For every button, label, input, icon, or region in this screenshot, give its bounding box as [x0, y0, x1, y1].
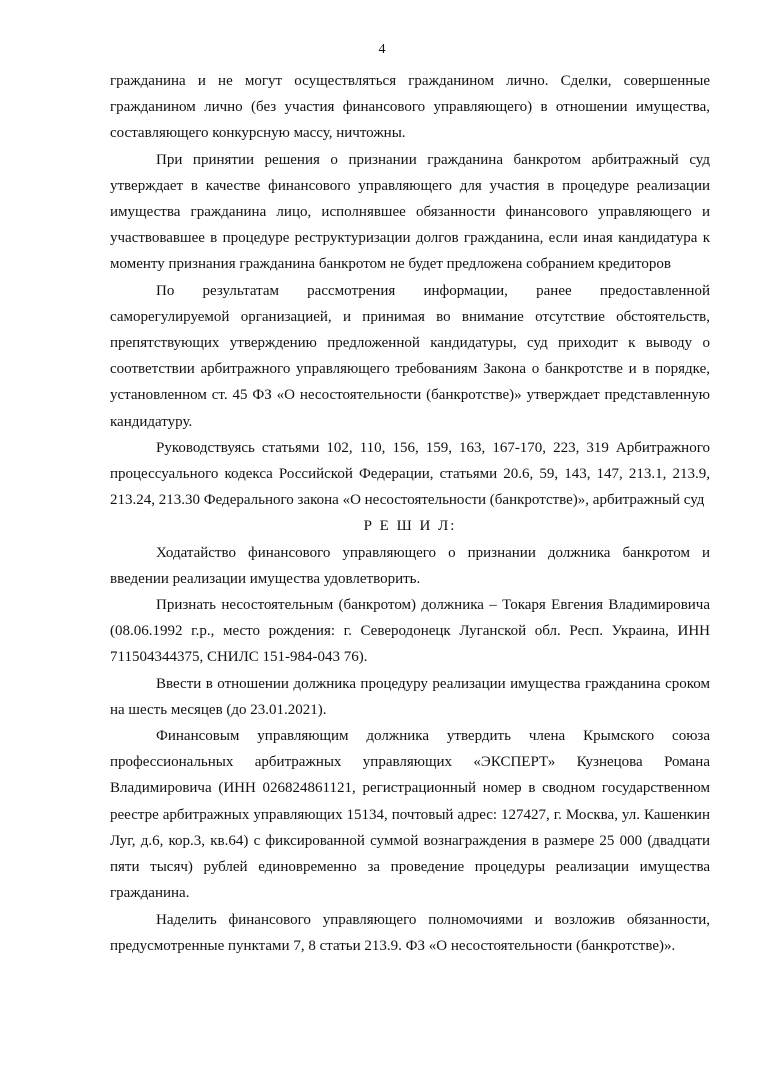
paragraph-legal-basis: Руководствуясь статьями 102, 110, 156, 159, 163, 167-170, 223, 319 Арбитражного процессуального кодекса Российской Федерации, статьями 20.6, 59, 143, 147, 213.1, 213.9, 213.24, 213.30 Федерального закона «О несостоятельности (банкротстве)», арбитражный суд: [110, 439, 710, 509]
decision-item-procedure-term: Ввести в отношении должника процедуру реализации имущества гражданина сроком на шесть месяцев (до 23.01.2021).: [110, 675, 710, 718]
paragraph-manager-appointment-rule: При принятии решения о признании гражданина банкротом арбитражный суд утверждает в качестве финансового управляющего для участия в процедуре реализации имущества гражданина лицо, исполнявшее обязанности финансового управляющего и участвовавшее в процедуре реструктуризации долгов гражданина, если иная кандидатура к моменту признания гражданина банкротом не будет предложена собранием кредиторов: [110, 151, 710, 273]
document-body: [110, 68, 710, 959]
paragraph-continuation: гражданина и не могут осуществляться гражданином лично. Сделки, совершенные гражданином лично (без участия финансового управляющего) в отношении имущества, составляющего конкурсную массу, ничтожны.: [110, 73, 710, 142]
page-number: 4: [378, 42, 386, 57]
decision-item-manager: Финансовым управляющим должника утвердить члена Крымского союза профессиональных арбитражных управляющих «ЭКСПЕРТ» Кузнецова Романа Владимировича (ИНН 026824861121, регистрационный номер в сводном государственном реестре арбитражных управляющих 15134, почтовый адрес: 127427, г. Москва, ул. Кашенкин Луг, д.6, кор.3, кв.64) с фиксированной суммой вознаграждения в размере 25 000 (двадцати пяти тысяч) рублей единовременно за проведение процедуры реализации имущества гражданина.: [110, 728, 710, 902]
decision-item-powers: Наделить финансового управляющего полномочиями и возложив обязанности, предусмотренные пунктами 7, 8 статьи 213.9. ФЗ «О несостоятельности (банкротстве)».: [110, 911, 710, 954]
paragraph-candidate-review: По результатам рассмотрения информации, ранее предоставленной саморегулируемой организацией, и принимая во внимание отсутствие обстоятельств, препятствующих утверждению предложенной кандидатуры, суд приходит к выводу о соответствии арбитражного управляющего требованиям Закона о банкротстве и в порядке, установленном ст. 45 ФЗ «О несостоятельности (банкротстве)» утверждает представленную кандидатуру.: [110, 282, 710, 430]
decision-item-bankrupt: Признать несостоятельным (банкротом) должника – Токаря Евгения Владимировича (08.06.1992 г.р., место рождения: г. Северодонецк Луганской обл. Респ. Украина, ИНН 711504344375, СНИЛС 151-984-043 76).: [110, 597, 710, 666]
decision-item-petition: Ходатайство финансового управляющего о признании должника банкротом и введении реализации имущества удовлетворить.: [110, 544, 710, 587]
decision-heading: Р Е Ш И Л:: [363, 518, 457, 535]
